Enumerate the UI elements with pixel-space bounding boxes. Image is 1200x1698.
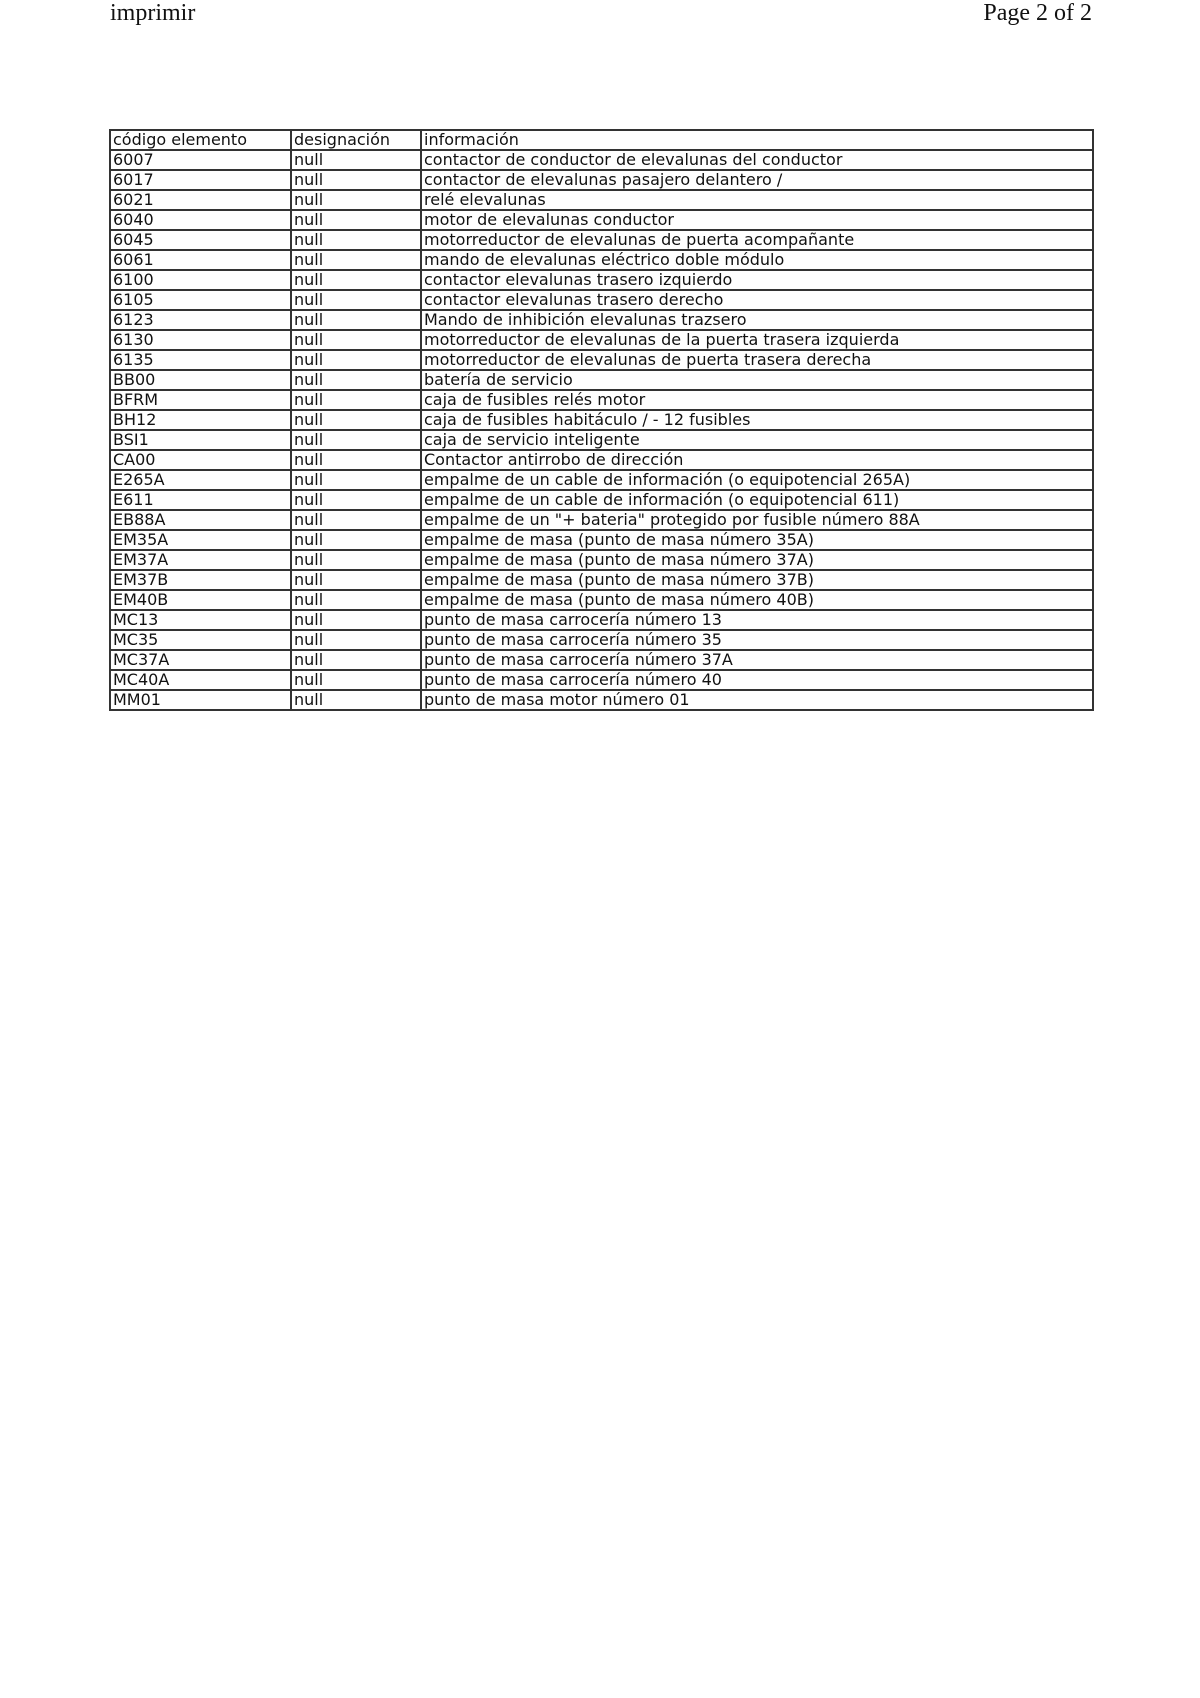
- cell-information: punto de masa carrocería número 37A: [421, 650, 1093, 670]
- cell-code: MM01: [110, 690, 291, 710]
- table-row: [110, 570, 1093, 590]
- table-row: [110, 270, 1093, 290]
- cell-information: contactor elevalunas trasero derecho: [421, 290, 1093, 310]
- cell-designation: null: [291, 190, 421, 210]
- cell-code: 6007: [110, 150, 291, 170]
- table-row: [110, 490, 1093, 510]
- table-row: [110, 210, 1093, 230]
- cell-code: EM35A: [110, 530, 291, 550]
- table-header-row: [110, 130, 1093, 150]
- cell-code: BFRM: [110, 390, 291, 410]
- cell-designation: null: [291, 230, 421, 250]
- table-row: [110, 470, 1093, 490]
- table-row: [110, 230, 1093, 250]
- cell-information: empalme de masa (punto de masa número 37A): [421, 550, 1093, 570]
- cell-information: empalme de un cable de información (o equipotencial 611): [421, 490, 1093, 510]
- cell-designation: null: [291, 250, 421, 270]
- cell-information: motorreductor de elevalunas de puerta acompañante: [421, 230, 1093, 250]
- table-row: [110, 450, 1093, 470]
- page-header: [110, 0, 1092, 40]
- cell-designation: null: [291, 150, 421, 170]
- cell-code: CA00: [110, 450, 291, 470]
- cell-designation: null: [291, 650, 421, 670]
- cell-code: 6105: [110, 290, 291, 310]
- table-row: [110, 430, 1093, 450]
- table-row: [110, 670, 1093, 690]
- table-row: [110, 410, 1093, 430]
- cell-designation: null: [291, 270, 421, 290]
- cell-information: punto de masa carrocería número 35: [421, 630, 1093, 650]
- cell-information: punto de masa carrocería número 13: [421, 610, 1093, 630]
- cell-designation: null: [291, 410, 421, 430]
- cell-code: 6045: [110, 230, 291, 250]
- table-row: [110, 590, 1093, 610]
- cell-code: MC37A: [110, 650, 291, 670]
- cell-information: caja de servicio inteligente: [421, 430, 1093, 450]
- table-row: [110, 650, 1093, 670]
- cell-designation: null: [291, 450, 421, 470]
- cell-information: contactor de elevalunas pasajero delantero /: [421, 170, 1093, 190]
- cell-designation: null: [291, 330, 421, 350]
- table-row: [110, 250, 1093, 270]
- table-row: [110, 550, 1093, 570]
- table-row: [110, 190, 1093, 210]
- cell-code: E611: [110, 490, 291, 510]
- cell-code: 6021: [110, 190, 291, 210]
- cell-information: Mando de inhibición elevalunas trazsero: [421, 310, 1093, 330]
- cell-code: 6040: [110, 210, 291, 230]
- cell-information: empalme de un "+ bateria" protegido por fusible número 88A: [421, 510, 1093, 530]
- cell-code: MC40A: [110, 670, 291, 690]
- print-title: imprimir: [110, 0, 196, 26]
- cell-designation: null: [291, 170, 421, 190]
- cell-information: relé elevalunas: [421, 190, 1093, 210]
- table-row: [110, 370, 1093, 390]
- elements-table: [109, 129, 1094, 711]
- cell-code: EM37B: [110, 570, 291, 590]
- cell-information: empalme de masa (punto de masa número 35A): [421, 530, 1093, 550]
- column-header-code: código elemento: [110, 130, 291, 150]
- cell-information: motorreductor de elevalunas de puerta trasera derecha: [421, 350, 1093, 370]
- cell-code: 6017: [110, 170, 291, 190]
- cell-designation: null: [291, 290, 421, 310]
- cell-information: empalme de masa (punto de masa número 40B): [421, 590, 1093, 610]
- cell-information: contactor de conductor de elevalunas del conductor: [421, 150, 1093, 170]
- cell-designation: null: [291, 670, 421, 690]
- cell-code: 6100: [110, 270, 291, 290]
- cell-information: Contactor antirrobo de dirección: [421, 450, 1093, 470]
- cell-code: EM40B: [110, 590, 291, 610]
- table-row: [110, 690, 1093, 710]
- cell-designation: null: [291, 210, 421, 230]
- cell-information: contactor elevalunas trasero izquierdo: [421, 270, 1093, 290]
- cell-designation: null: [291, 590, 421, 610]
- cell-information: empalme de masa (punto de masa número 37B): [421, 570, 1093, 590]
- cell-information: caja de fusibles relés motor: [421, 390, 1093, 410]
- cell-designation: null: [291, 550, 421, 570]
- table-row: [110, 170, 1093, 190]
- cell-designation: null: [291, 370, 421, 390]
- cell-information: punto de masa motor número 01: [421, 690, 1093, 710]
- cell-information: mando de elevalunas eléctrico doble módulo: [421, 250, 1093, 270]
- cell-designation: null: [291, 350, 421, 370]
- cell-designation: null: [291, 610, 421, 630]
- cell-information: motorreductor de elevalunas de la puerta trasera izquierda: [421, 330, 1093, 350]
- cell-designation: null: [291, 490, 421, 510]
- cell-information: caja de fusibles habitáculo / - 12 fusibles: [421, 410, 1093, 430]
- cell-designation: null: [291, 310, 421, 330]
- cell-code: 6061: [110, 250, 291, 270]
- table-row: [110, 150, 1093, 170]
- page-number: Page 2 of 2: [983, 0, 1092, 26]
- cell-designation: null: [291, 570, 421, 590]
- cell-code: 6135: [110, 350, 291, 370]
- cell-code: EM37A: [110, 550, 291, 570]
- table-row: [110, 310, 1093, 330]
- cell-code: MC35: [110, 630, 291, 650]
- column-header-designation: designación: [291, 130, 421, 150]
- table-body: [110, 150, 1093, 710]
- cell-designation: null: [291, 630, 421, 650]
- table-row: [110, 290, 1093, 310]
- cell-information: punto de masa carrocería número 40: [421, 670, 1093, 690]
- cell-code: MC13: [110, 610, 291, 630]
- cell-code: BH12: [110, 410, 291, 430]
- cell-designation: null: [291, 430, 421, 450]
- column-header-information: información: [421, 130, 1093, 150]
- cell-designation: null: [291, 530, 421, 550]
- cell-code: EB88A: [110, 510, 291, 530]
- cell-designation: null: [291, 510, 421, 530]
- table-row: [110, 510, 1093, 530]
- cell-designation: null: [291, 470, 421, 490]
- cell-designation: null: [291, 690, 421, 710]
- cell-code: BB00: [110, 370, 291, 390]
- cell-code: E265A: [110, 470, 291, 490]
- cell-information: batería de servicio: [421, 370, 1093, 390]
- table-row: [110, 350, 1093, 370]
- table-row: [110, 630, 1093, 650]
- cell-code: 6123: [110, 310, 291, 330]
- table-row: [110, 390, 1093, 410]
- table-row: [110, 330, 1093, 350]
- cell-information: motor de elevalunas conductor: [421, 210, 1093, 230]
- cell-information: empalme de un cable de información (o equipotencial 265A): [421, 470, 1093, 490]
- table-row: [110, 610, 1093, 630]
- cell-designation: null: [291, 390, 421, 410]
- table-row: [110, 530, 1093, 550]
- cell-code: BSI1: [110, 430, 291, 450]
- cell-code: 6130: [110, 330, 291, 350]
